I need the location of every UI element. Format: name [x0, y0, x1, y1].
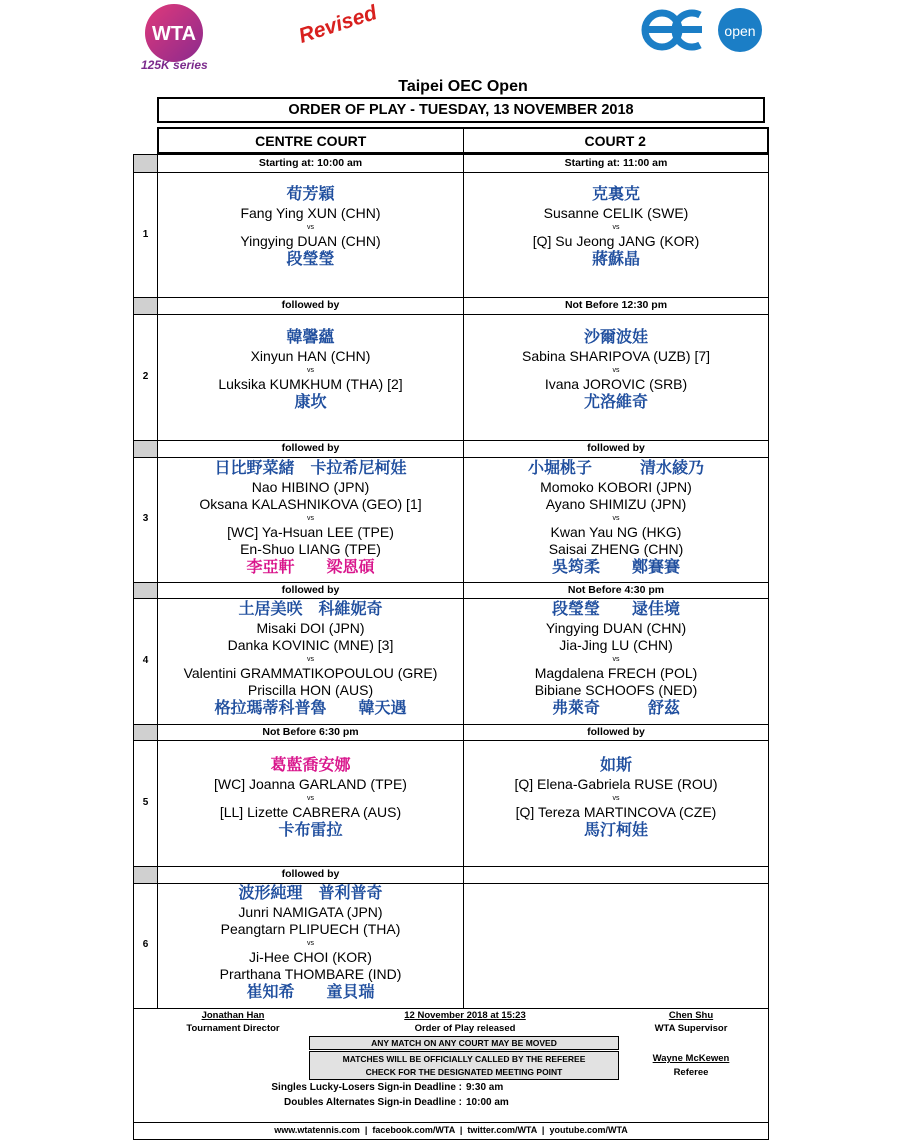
player1-name: Fang Ying XUN (CHN) — [240, 205, 381, 221]
player1-chinese: 沙爾波娃 — [583, 329, 648, 346]
team2-player1: Kwan Yau NG (HKG) — [550, 524, 682, 540]
grey-cell — [134, 297, 157, 314]
row-1-header-court2: Starting at: 11:00 am — [564, 157, 668, 169]
team1-player1: Momoko KOBORI (JPN) — [540, 479, 692, 495]
player2-chinese: 卡布雷拉 — [278, 822, 343, 839]
player2-chinese: 康坎 — [294, 394, 327, 411]
team2-player2: En-Shuo LIANG (TPE) — [240, 541, 381, 557]
notice-any-match: ANY MATCH ON ANY COURT MAY BE MOVED — [309, 1036, 619, 1050]
order-of-play-title: ORDER OF PLAY - TUESDAY, 13 NOVEMBER 2018 — [157, 97, 765, 123]
notice-line-1: MATCHES WILL BE OFFICIALLY CALLED BY THE REFEREE — [342, 1054, 586, 1064]
event-title: Taipei OEC Open — [398, 78, 528, 95]
grid-line — [134, 598, 768, 599]
doubles-deadline-label: Doubles Alternates Sign-in Deadline : — [284, 1097, 462, 1108]
row-6-header-centre: followed by — [281, 868, 340, 880]
team2-player1: [WC] Ya-Hsuan LEE (TPE) — [227, 524, 394, 540]
doubles-deadline-time: 10:00 am — [466, 1097, 509, 1108]
team1-chinese: 段瑩瑩 逯佳境 — [551, 601, 680, 618]
grid-line — [134, 314, 768, 315]
match-1-court2 — [464, 185, 768, 270]
social-links[interactable]: www.wtatennis.com | facebook.com/WTA | twitter.com/WTA | youtube.com/WTA — [274, 1125, 628, 1135]
grey-cell — [134, 866, 157, 883]
team2-player1: Magdalena FRECH (POL) — [534, 665, 698, 681]
team2-chinese: 李亞軒 梁恩碩 — [246, 559, 375, 576]
grey-cell — [134, 582, 157, 598]
player1-name: Susanne CELIK (SWE) — [543, 205, 689, 221]
player1-chinese: 葛藍喬安娜 — [270, 757, 351, 774]
match-5-centre — [158, 756, 463, 841]
match-4-centre — [158, 600, 463, 719]
team2-chinese: 弗萊奇 舒茲 — [551, 700, 680, 717]
player1-chinese: 如斯 — [599, 757, 632, 774]
director-name: Jonathan Han — [201, 1010, 265, 1021]
row-4-number: 4 — [142, 655, 149, 666]
supervisor-name: Chen Shu — [668, 1010, 714, 1021]
vs-label: vs — [612, 795, 620, 802]
notice-called-by-referee — [309, 1051, 619, 1080]
vs-label: vs — [612, 367, 620, 374]
row-5-number: 5 — [142, 797, 149, 808]
team1-player1: Yingying DUAN (CHN) — [545, 620, 687, 636]
team1-chinese: 日比野菜緒 卡拉希尼柯娃 — [214, 460, 407, 477]
player1-chinese: 荀芳穎 — [286, 186, 335, 203]
court-headers — [157, 127, 769, 154]
row-2-header-centre: followed by — [281, 299, 340, 311]
team1-chinese: 土居美咲 科維妮奇 — [238, 601, 383, 618]
player2-chinese: 蔣蘇晶 — [591, 251, 640, 268]
released-time: 12 November 2018 at 15:23 — [404, 1010, 526, 1021]
referee-name: Wayne McKewen — [652, 1053, 730, 1064]
player1-chinese: 克裏克 — [591, 186, 640, 203]
team2-player2: Saisai ZHENG (CHN) — [548, 541, 684, 557]
team1-player1: Misaki DOI (JPN) — [256, 620, 365, 636]
row-6-number: 6 — [142, 939, 149, 950]
match-1-centre — [158, 185, 463, 270]
grey-cell — [134, 155, 157, 172]
player2-chinese: 馬汀柯娃 — [583, 822, 648, 839]
team2-player1: Valentini GRAMMATIKOPOULOU (GRE) — [183, 665, 438, 681]
oec-logo-text: open — [724, 23, 756, 39]
player2-name: [Q] Tereza MARTINCOVA (CZE) — [515, 804, 717, 820]
row-3-number: 3 — [142, 513, 149, 524]
row-5-header-centre: Not Before 6:30 pm — [262, 726, 359, 738]
schedule-grid — [133, 154, 769, 1009]
match-3-centre — [158, 459, 463, 578]
row-5-header-court2: followed by — [587, 726, 645, 738]
vs-label: vs — [307, 515, 314, 522]
vs-label: vs — [307, 367, 314, 374]
grid-line — [134, 440, 768, 441]
player2-name: Luksika KUMKHUM (THA) [2] — [218, 376, 403, 392]
grid-line — [134, 724, 768, 725]
wta-series-label: 125K series — [141, 58, 208, 72]
match-3-court2 — [464, 459, 768, 578]
team2-chinese: 吳筠柔 鄭賽賽 — [551, 559, 680, 576]
team1-player2: Oksana KALASHNIKOVA (GEO) [1] — [199, 496, 422, 512]
player2-name: [Q] Su Jeong JANG (KOR) — [532, 233, 700, 249]
court-header-2: COURT 2 — [584, 132, 646, 149]
row-4-header-centre: followed by — [281, 584, 340, 596]
revised-stamp: Revised — [296, 1, 380, 48]
director-title: Tournament Director — [186, 1023, 280, 1034]
match-2-centre — [158, 328, 463, 413]
vs-label: vs — [307, 940, 314, 947]
match-4-court2 — [464, 600, 768, 719]
row-4-header-court2: Not Before 4:30 pm — [567, 584, 665, 596]
vs-label: vs — [612, 515, 620, 522]
released-label: Order of Play released — [414, 1023, 516, 1034]
row-3-header-centre: followed by — [281, 442, 340, 454]
team2-player2: Priscilla HON (AUS) — [247, 682, 374, 698]
team1-player2: Danka KOVINIC (MNE) [3] — [227, 637, 394, 653]
team1-player2: Jia-Jing LU (CHN) — [559, 637, 673, 653]
grid-line — [134, 457, 768, 458]
player1-name: [WC] Joanna GARLAND (TPE) — [214, 776, 407, 792]
grid-line — [134, 582, 768, 583]
vs-label: vs — [307, 224, 314, 231]
team2-player2: Bibiane SCHOOFS (NED) — [534, 682, 698, 698]
court-header-centre: CENTRE COURT — [159, 129, 464, 152]
match-6-centre — [158, 884, 463, 1003]
vs-label: vs — [612, 224, 620, 231]
row-1-header-centre: Starting at: 10:00 am — [258, 157, 363, 169]
row-2-number: 2 — [142, 371, 149, 382]
match-5-court2 — [464, 756, 768, 841]
referee-title: Referee — [673, 1067, 709, 1078]
team1-player2: Peangtarn PLIPUECH (THA) — [220, 921, 401, 937]
grid-line — [134, 172, 768, 173]
team2-player1: Ji-Hee CHOI (KOR) — [249, 949, 372, 965]
grid-line — [134, 740, 768, 741]
team1-player1: Nao HIBINO (JPN) — [251, 479, 370, 495]
match-2-court2 — [464, 328, 768, 413]
team1-chinese: 小堀桃子 清水綾乃 — [527, 460, 704, 477]
team2-player2: Prarthana THOMBARE (IND) — [219, 966, 402, 982]
grid-line — [134, 297, 768, 298]
row-3-header-court2: followed by — [587, 442, 645, 454]
team1-player1: Junri NAMIGATA (JPN) — [238, 904, 383, 920]
player2-name: Ivana JOROVIC (SRB) — [544, 376, 688, 392]
wta-logo-text: WTA — [151, 23, 197, 45]
row-2-header-court2: Not Before 12:30 pm — [564, 299, 668, 311]
player1-name: [Q] Elena-Gabriela RUSE (ROU) — [514, 776, 718, 792]
oec-open-logo — [640, 5, 764, 55]
grey-cell — [134, 724, 157, 740]
grid-line — [134, 866, 768, 867]
player1-name: Sabina SHARIPOVA (UZB) [7] — [521, 348, 711, 364]
singles-deadline-label: Singles Lucky-Losers Sign-in Deadline : — [271, 1082, 462, 1093]
team1-chinese: 波形純理 普利普奇 — [238, 885, 383, 902]
player2-name: [LL] Lizette CABRERA (AUS) — [219, 804, 402, 820]
team2-chinese: 格拉瑪蒂科普魯 韓天遇 — [214, 700, 407, 717]
notice-line-2: CHECK FOR THE DESIGNATED MEETING POINT — [365, 1067, 563, 1077]
vs-label: vs — [307, 656, 314, 663]
grey-cell — [134, 440, 157, 457]
row-1-number: 1 — [142, 229, 149, 240]
singles-deadline-time: 9:30 am — [466, 1082, 504, 1093]
player2-chinese: 尤洛維奇 — [583, 394, 648, 411]
team1-player2: Ayano SHIMIZU (JPN) — [545, 496, 687, 512]
player2-name: Yingying DUAN (CHN) — [240, 233, 381, 249]
team2-chinese: 崔知希 童貝瑞 — [246, 984, 375, 1001]
player2-chinese: 段瑩瑩 — [286, 251, 335, 268]
supervisor-title: WTA Supervisor — [654, 1023, 728, 1034]
vs-label: vs — [612, 656, 620, 663]
player1-chinese: 韓馨蘊 — [286, 329, 335, 346]
vs-label: vs — [307, 795, 314, 802]
player1-name: Xinyun HAN (CHN) — [250, 348, 371, 364]
